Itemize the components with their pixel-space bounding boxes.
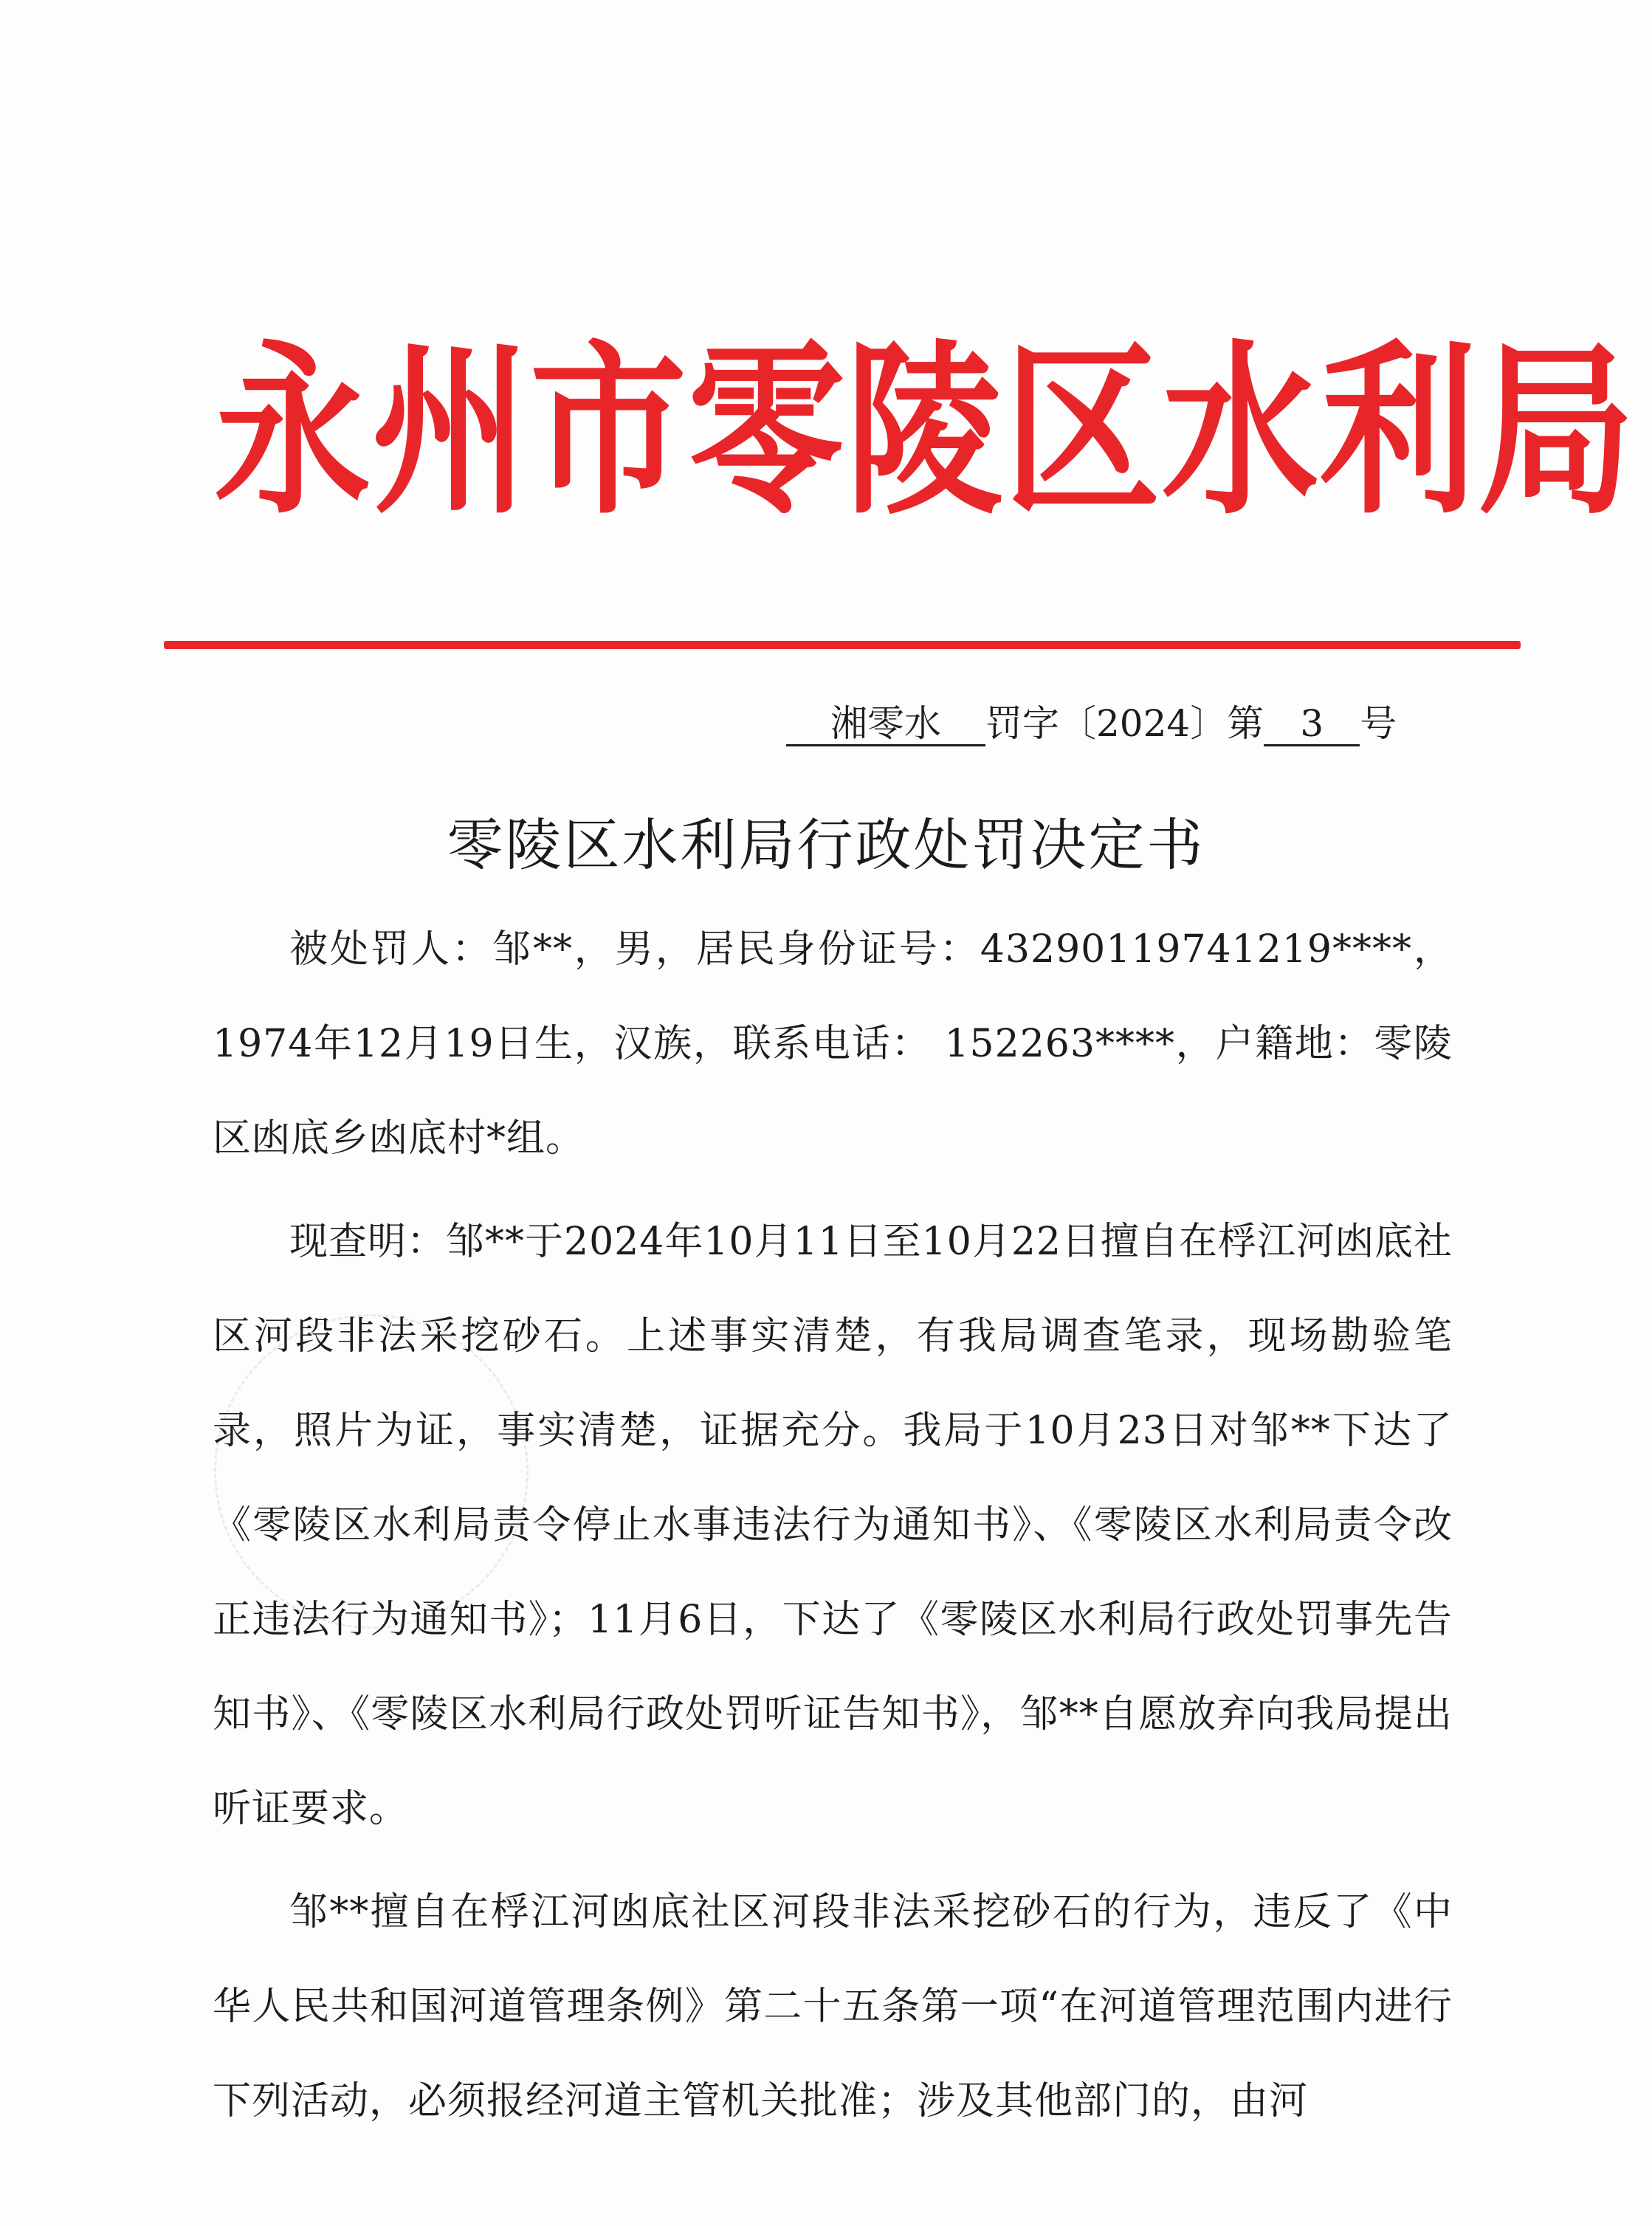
document-title: 零陵区水利局行政处罚决定书 xyxy=(447,812,1205,878)
doc-number-middle: 罚字〔2024〕第 xyxy=(985,702,1264,745)
doc-number-suffix: 号 xyxy=(1360,702,1397,745)
red-divider-line xyxy=(164,641,1521,649)
paragraph-violation: 邹**擅自在桴江河凼底社区河段非法采挖砂石的行为，违反了《中华人民共和国河道管理条例》第二十五条第一项“在河道管理范围内进行下列活动，必须报经河道主管机关批准；涉及其他部门的，由河 xyxy=(213,1890,1453,2123)
document-number xyxy=(786,698,1397,749)
document-body xyxy=(213,902,1453,2148)
doc-number-prefix: 湘零水 xyxy=(786,703,985,746)
paragraph-findings: 现查明：邹**于2024年10月11日至10月22日擅自在桴江河凼底社区河段非法采挖砂石。上述事实清楚，有我局调查笔录，现场勘验笔录，照片为证，事实清楚，证据充分。我局于10月23日对邹**下达了《零陵区水利局责令停止水事违法行为通知书》、《零陵区水利局责令改正违法行为通知书》；11月6日，下达了《零陵区水利局行政处罚事先告知书》、《零陵区水利局行政处罚听证告知书》，邹**自愿放弃向我局提出听证要求。 xyxy=(213,1220,1453,1831)
paragraph-party-info: 被处罚人：邹**，男，居民身份证号：43290119741219****，1974年12月19日生，汉族，联系电话： 152263****，户籍地：零陵区凼底乡凼底村*组。 xyxy=(213,927,1453,1161)
agency-header-title: 永州市零陵区水利局 xyxy=(214,323,1636,540)
doc-number-value: 3 xyxy=(1264,703,1360,746)
